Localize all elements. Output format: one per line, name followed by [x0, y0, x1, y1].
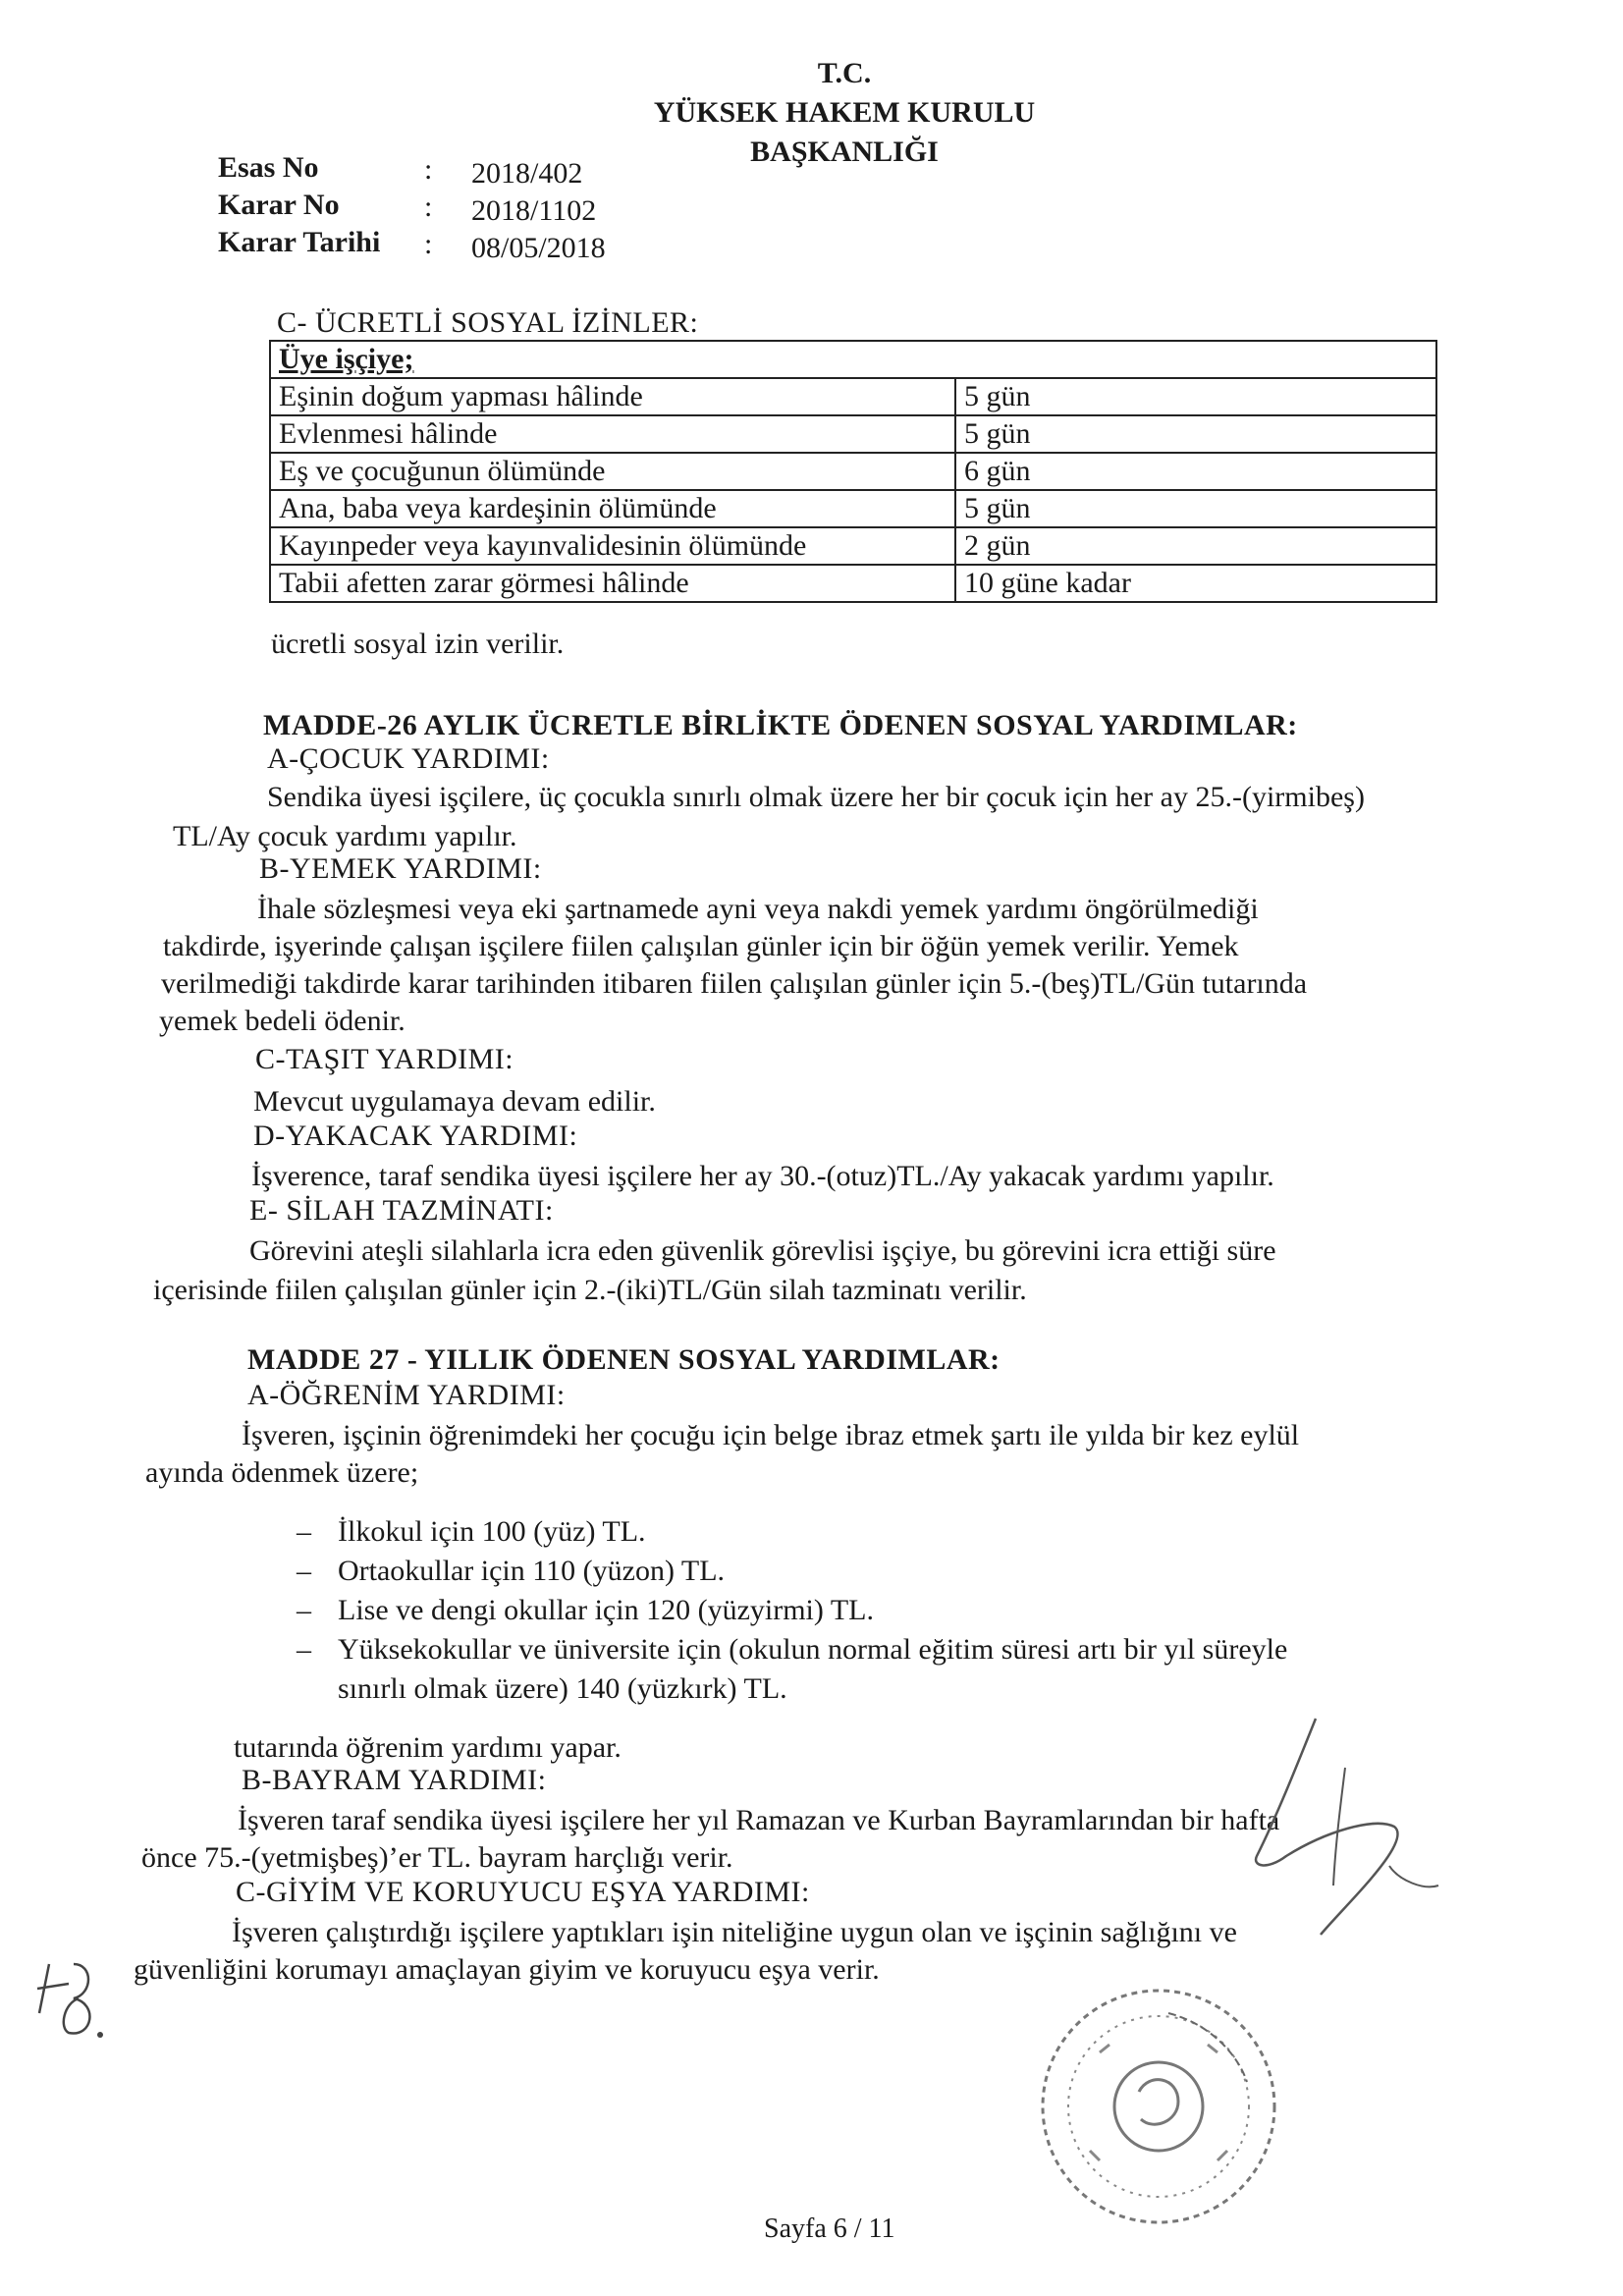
paragraph-line: Sendika üyesi işçilere, üç çocukla sınırlı olmak üzere her bir çocuk için her ay 25.-(yirmibeş): [267, 781, 1365, 813]
paragraph-line: ayında ödenmek üzere;: [145, 1456, 419, 1489]
dash-bullet: –: [297, 1555, 311, 1587]
list-item-text: İlkokul için 100 (yüz) TL.: [338, 1515, 646, 1548]
paragraph-line: Görevini ateşli silahlarla icra eden güvenlik görevlisi işçiye, bu görevini icra ettiği süre: [249, 1234, 1276, 1267]
leave-label: Kayınpeder veya kayınvalidesinin ölümünde: [270, 527, 955, 565]
table-row: [270, 490, 1436, 527]
paragraph-line: Mevcut uygulamaya devam edilir.: [253, 1085, 656, 1118]
header-presidency: BAŞKANLIĞI: [750, 136, 939, 168]
list-item: [297, 1630, 1288, 1669]
list-item-text: Yüksekokullar ve üniversite için (okulun normal eğitim süresi artı bir yıl süreyle: [338, 1633, 1288, 1666]
leave-days: 5 gün: [955, 490, 1436, 527]
paragraph-line: tutarında öğrenim yardımı yapar.: [234, 1731, 622, 1764]
paragraph-line: İşveren, işçinin öğrenimdeki her çocuğu için belge ibraz etmek şartı ile yılda bir kez eylül: [242, 1419, 1300, 1451]
paragraph-line: TL/Ay çocuk yardımı yapılır.: [173, 820, 517, 852]
paragraph-line: İşverence, taraf sendika üyesi işçilere her ay 30.-(otuz)TL./Ay yakacak yardımı yapılır.: [251, 1160, 1274, 1192]
leave-label: Eşinin doğum yapması hâlinde: [270, 378, 955, 415]
leave-days: 10 güne kadar: [955, 565, 1436, 602]
leave-table: [269, 340, 1437, 603]
list-item: [297, 1591, 874, 1630]
colon: :: [424, 191, 433, 223]
paragraph-line: içerisinde fiilen çalışılan günler için 2.-(iki)TL/Gün silah tazminatı verilir.: [153, 1274, 1027, 1306]
paragraph-line: yemek bedeli ödenir.: [159, 1005, 406, 1037]
handwritten-initial: [29, 1944, 118, 2052]
leave-days: 5 gün: [955, 415, 1436, 453]
signature: [1227, 1709, 1443, 1964]
paragraph-line: İhale sözleşmesi veya eki şartnamede ayni veya nakdi yemek yardımı öngörülmediği: [257, 893, 1259, 925]
esas-value: 2018/402: [471, 157, 583, 190]
karar-label: Karar No: [218, 189, 340, 221]
list-item-continuation: sınırlı olmak üzere) 140 (yüzkırk) TL.: [338, 1672, 787, 1705]
paragraph-line: takdirde, işyerinde çalışan işçilere fiilen çalışılan günler için bir öğün yemek verilir. Yemek: [163, 930, 1239, 962]
madde27-c-title: C-GİYİM VE KORUYUCU EŞYA YARDIMI:: [236, 1876, 810, 1908]
leave-label: Ana, baba veya kardeşinin ölümünde: [270, 490, 955, 527]
leave-label: Eş ve çocuğunun ölümünde: [270, 453, 955, 490]
madde26-e-title: E- SİLAH TAZMİNATI:: [249, 1194, 554, 1227]
colon: :: [424, 228, 433, 260]
table-header-row: [270, 341, 1436, 378]
dash-bullet: –: [297, 1633, 311, 1666]
official-seal: [1031, 1974, 1286, 2239]
leave-label: Evlenmesi hâlinde: [270, 415, 955, 453]
header-institution: YÜKSEK HAKEM KURULU: [653, 96, 1036, 129]
list-item: [297, 1512, 646, 1552]
page-number: Sayfa 6 / 11: [764, 2214, 895, 2244]
header-tc: T.C.: [817, 57, 872, 89]
list-item-text: Ortaokullar için 110 (yüzon) TL.: [338, 1555, 726, 1587]
case-meta: [218, 151, 630, 269]
madde26-title: MADDE-26 AYLIK ÜCRETLE BİRLİKTE ÖDENEN SOSYAL YARDIMLAR:: [263, 709, 1298, 741]
colon: :: [424, 153, 433, 186]
leave-label: Tabii afetten zarar görmesi hâlinde: [270, 565, 955, 602]
list-item-text: Lise ve dengi okullar için 120 (yüzyirmi) TL.: [338, 1594, 874, 1626]
dash-bullet: –: [297, 1594, 311, 1626]
madde26-d-title: D-YAKACAK YARDIMI:: [253, 1120, 578, 1152]
dash-bullet: –: [297, 1515, 311, 1548]
madde27-b-title: B-BAYRAM YARDIMI:: [242, 1764, 547, 1796]
leave-days: 6 gün: [955, 453, 1436, 490]
madde26-c-title: C-TAŞIT YARDIMI:: [255, 1043, 514, 1075]
madde26-b-title: B-YEMEK YARDIMI:: [259, 852, 542, 885]
leave-days: 5 gün: [955, 378, 1436, 415]
section-c-footer: ücretli sosyal izin verilir.: [271, 628, 565, 660]
esas-label: Esas No: [218, 151, 319, 184]
madde27-a-title: A-ÖĞRENİM YARDIMI:: [247, 1379, 566, 1411]
paragraph-line: önce 75.-(yetmişbeş)’er TL. bayram harçlığı verir.: [141, 1841, 733, 1874]
table-row: [270, 527, 1436, 565]
table-row: [270, 415, 1436, 453]
leave-days: 2 gün: [955, 527, 1436, 565]
paragraph-line: İşveren taraf sendika üyesi işçilere her yıl Ramazan ve Kurban Bayramlarından bir hafta: [238, 1804, 1280, 1836]
tarih-label: Karar Tarihi: [218, 226, 381, 258]
madde26-a-title: A-ÇOCUK YARDIMI:: [267, 742, 550, 775]
section-c-title: C- ÜCRETLİ SOSYAL İZİNLER:: [277, 306, 699, 339]
tarih-value: 08/05/2018: [471, 232, 606, 264]
karar-value: 2018/1102: [471, 194, 597, 227]
paragraph-line: güvenliğini korumayı amaçlayan giyim ve koruyucu eşya verir.: [134, 1953, 880, 1986]
table-row: [270, 378, 1436, 415]
table-row: [270, 565, 1436, 602]
table-header: Üye işçiye;: [270, 341, 1436, 378]
table-row: [270, 453, 1436, 490]
paragraph-line: İşveren çalıştırdığı işçilere yaptıkları işin niteliğine uygun olan ve işçinin sağlığını ve: [232, 1916, 1237, 1948]
paragraph-line: verilmediği takdirde karar tarihinden itibaren fiilen çalışılan günler için 5.-(beş)TL/Gün tutarında: [161, 967, 1308, 1000]
list-item: [297, 1552, 726, 1591]
madde27-title: MADDE 27 - YILLIK ÖDENEN SOSYAL YARDIMLAR:: [247, 1343, 1001, 1376]
